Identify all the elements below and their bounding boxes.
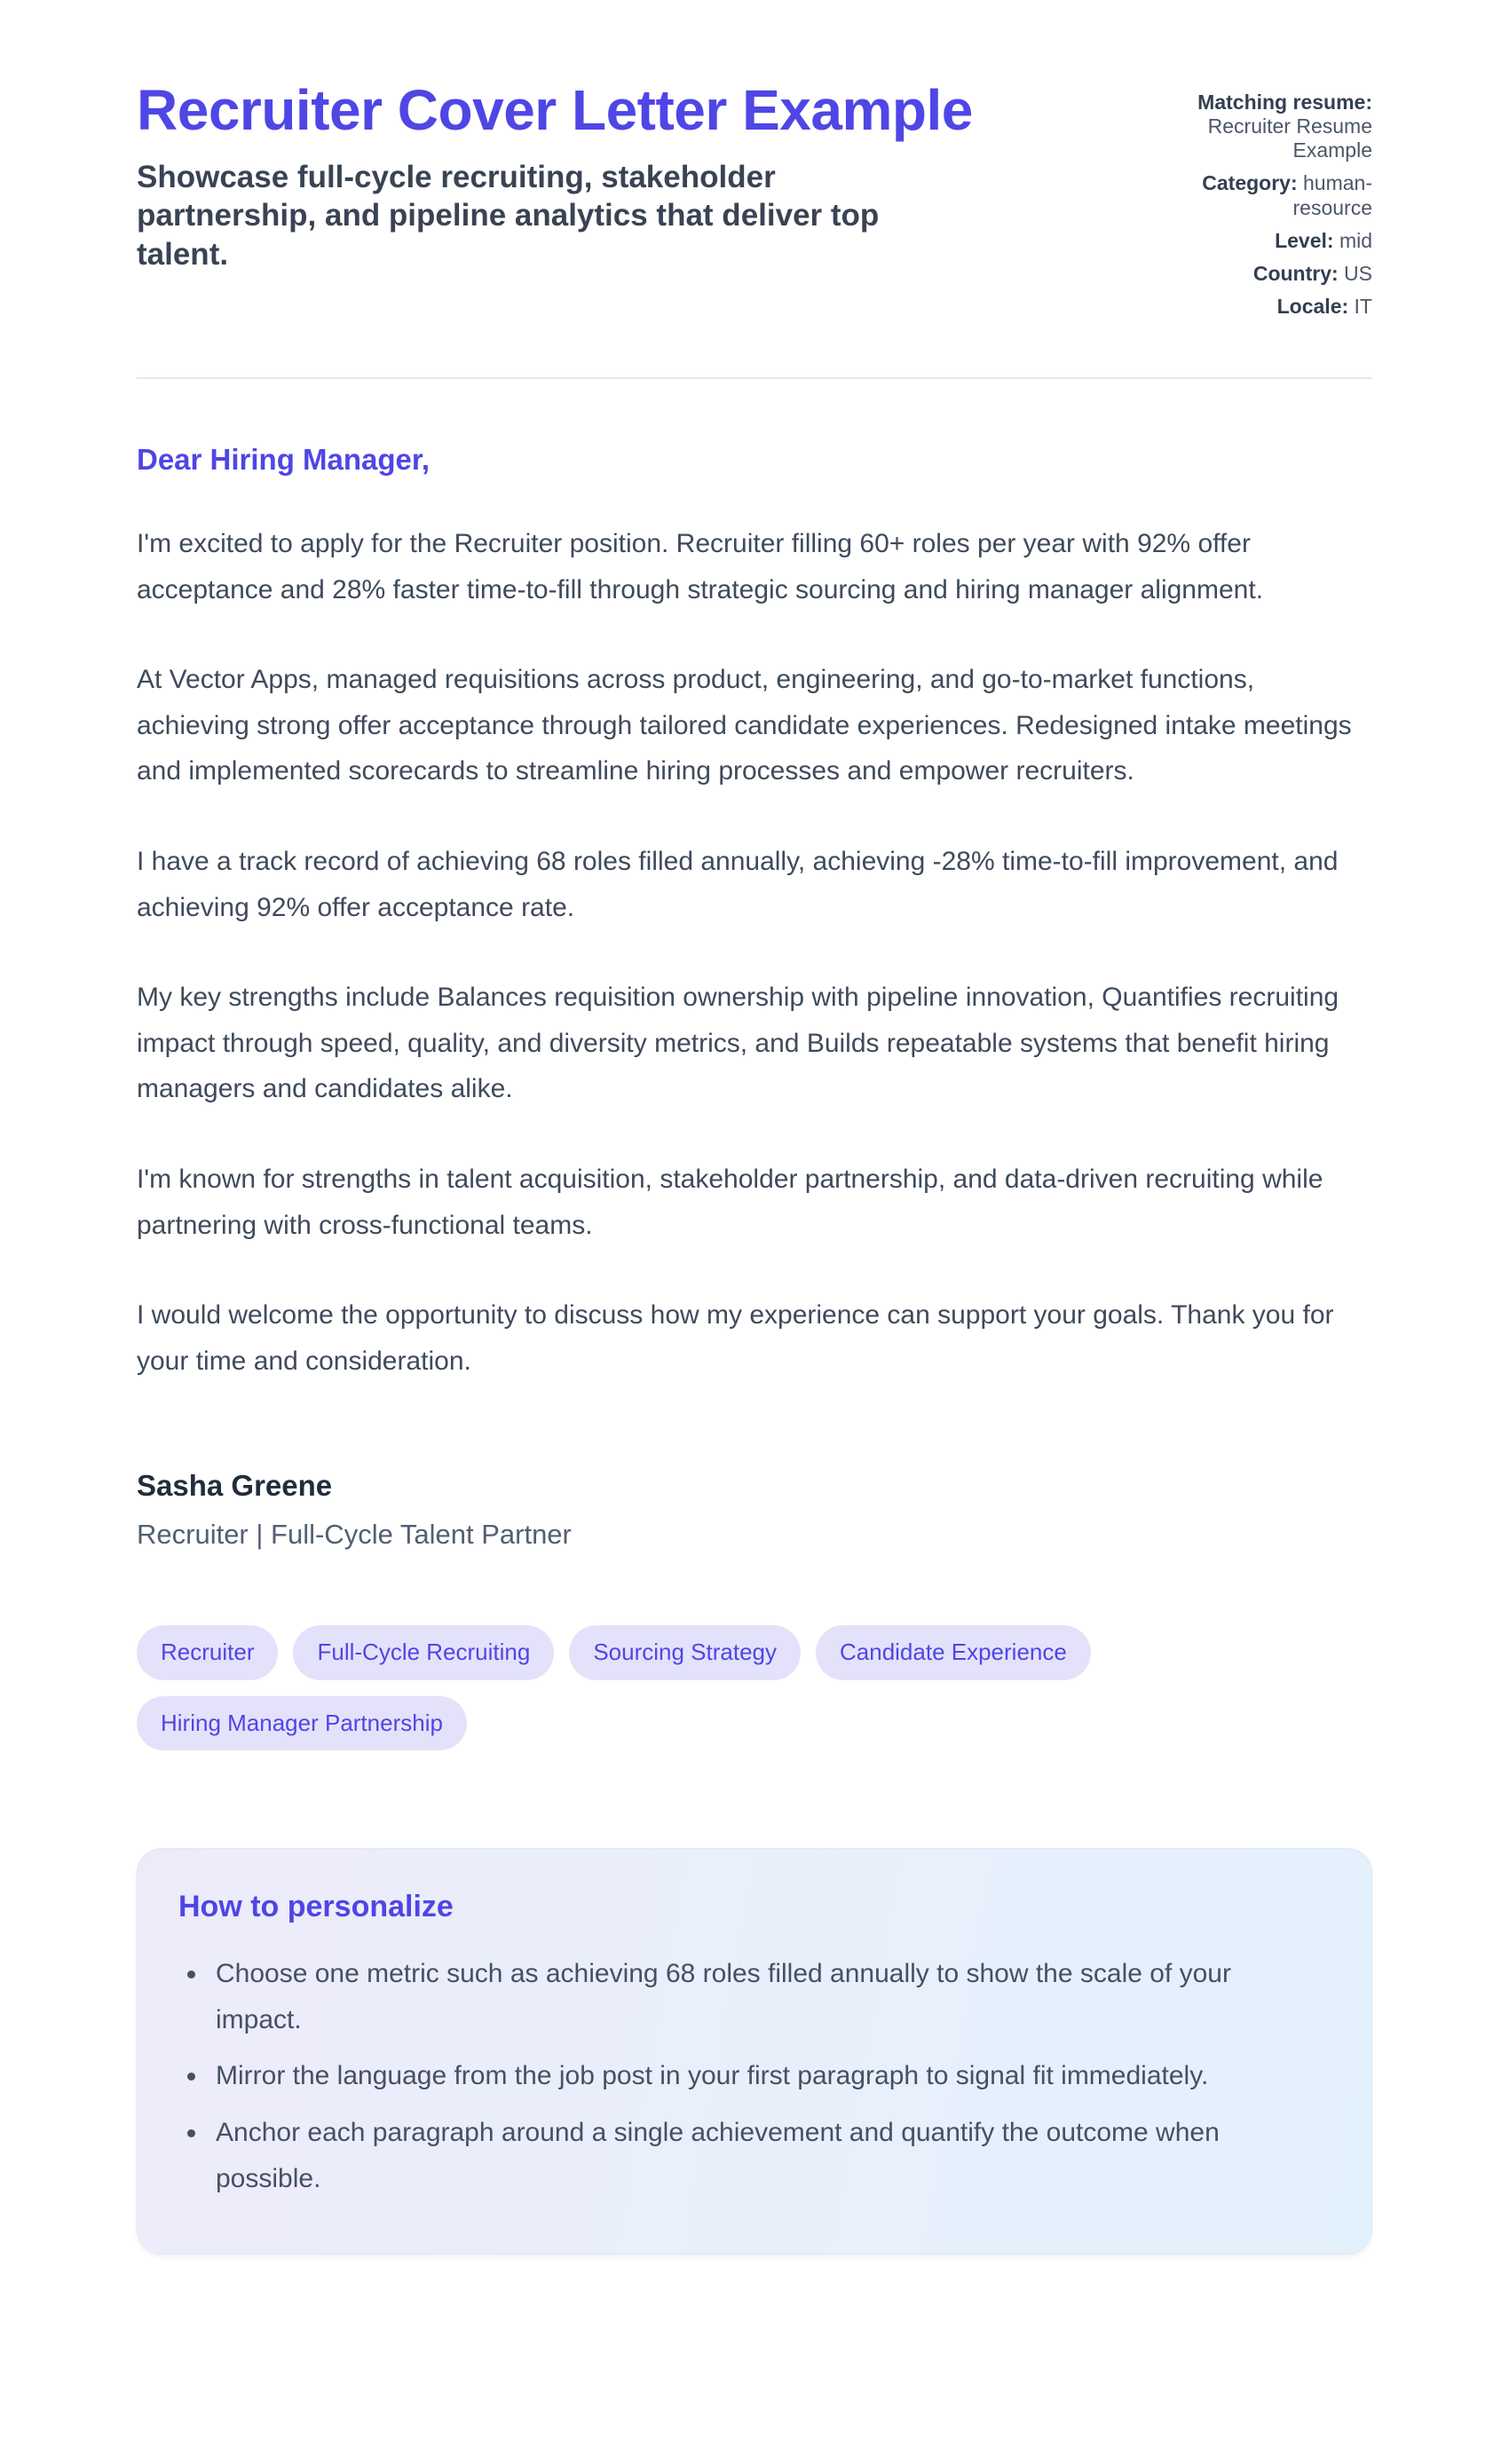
meta-item bbox=[1146, 295, 1372, 319]
meta-item bbox=[1146, 91, 1372, 162]
meta-value: Recruiter Resume Example bbox=[1207, 115, 1372, 162]
tag-chip[interactable]: Candidate Experience bbox=[816, 1625, 1091, 1679]
letter-paragraphs bbox=[137, 521, 1372, 1384]
tag-chip[interactable]: Recruiter bbox=[137, 1625, 278, 1679]
page-header bbox=[137, 78, 1372, 328]
callout-bullet: • Mirror the language from the job post in your first paragraph to signal fit immediately. bbox=[209, 2053, 1238, 2099]
meta-value: mid bbox=[1339, 228, 1372, 252]
tag-chip[interactable]: Sourcing Strategy bbox=[569, 1625, 801, 1679]
meta-label: Matching resume: bbox=[1197, 91, 1372, 114]
meta-item bbox=[1146, 229, 1372, 253]
callout-bullet-list bbox=[178, 1951, 1318, 2202]
page-subtitle: Showcase full-cycle recruiting, stakeholder partnership, and pipeline analytics that deliver top talent. bbox=[137, 159, 880, 272]
meta-label: Level: bbox=[1275, 228, 1334, 252]
letter-paragraph: I have a track record of achieving 68 roles filled annually, achieving -28% time-to-fill improvement, and achieving 92% offer acceptance rate. bbox=[137, 846, 1339, 922]
tag-list bbox=[137, 1625, 1372, 1749]
header-title-block bbox=[137, 78, 1146, 274]
header-divider bbox=[137, 377, 1372, 379]
letter-paragraph: At Vector Apps, managed requisitions across product, engineering, and go-to-market functions, achieving strong offer acceptance through tailored candidate experiences. Redesigned intake meetings and implemented scorecards to streamline hiring processes and empower recruiters. bbox=[137, 665, 1352, 786]
letter-paragraph: My key strengths include Balances requisition ownership with pipeline innovation, Quantifies recruiting impact through speed, quality, and diversity metrics, and Builds repeatable systems that benefit hiring managers and candidates alike. bbox=[137, 983, 1339, 1104]
callout-bullet: • Choose one metric such as achieving 68 roles filled annually to show the scale of your impact. bbox=[209, 1951, 1238, 2043]
resume-meta-panel bbox=[1146, 91, 1372, 328]
callout-bullet: • Anchor each paragraph around a single achievement and quantify the outcome when possible. bbox=[209, 2110, 1238, 2202]
meta-item bbox=[1146, 171, 1372, 219]
meta-value: IT bbox=[1354, 294, 1372, 318]
page-title: Recruiter Cover Letter Example bbox=[137, 78, 973, 142]
meta-label: Country: bbox=[1252, 261, 1339, 285]
letter-body bbox=[137, 443, 1372, 1551]
letter-paragraph: I'm excited to apply for the Recruiter position. Recruiter filling 60+ roles per year with 92% offer acceptance and 28% faster time-to-fill through strategic sourcing and hiring manager alignment. bbox=[137, 529, 1264, 604]
personalize-callout bbox=[137, 1848, 1372, 2255]
letter-greeting: Dear Hiring Manager, bbox=[137, 443, 431, 476]
tag-chip[interactable]: Full-Cycle Recruiting bbox=[293, 1625, 554, 1679]
letter-paragraph: I would welcome the opportunity to discuss how my experience can support your goals. Thank you for your time and consideration. bbox=[137, 1300, 1334, 1376]
signature-name: Sasha Greene bbox=[137, 1469, 333, 1503]
meta-label: Category: bbox=[1202, 171, 1298, 195]
meta-value: human-resource bbox=[1292, 171, 1372, 219]
meta-value: US bbox=[1344, 261, 1372, 285]
callout-title: How to personalize bbox=[178, 1889, 454, 1923]
letter-paragraph: I'm known for strengths in talent acquisition, stakeholder partnership, and data-driven recruiting while partnering with cross-functional teams. bbox=[137, 1164, 1323, 1240]
meta-label: Locale: bbox=[1276, 294, 1349, 318]
signature-role: Recruiter | Full-Cycle Talent Partner bbox=[137, 1519, 572, 1551]
meta-item bbox=[1146, 262, 1372, 286]
tag-chip[interactable]: Hiring Manager Partnership bbox=[137, 1696, 467, 1750]
